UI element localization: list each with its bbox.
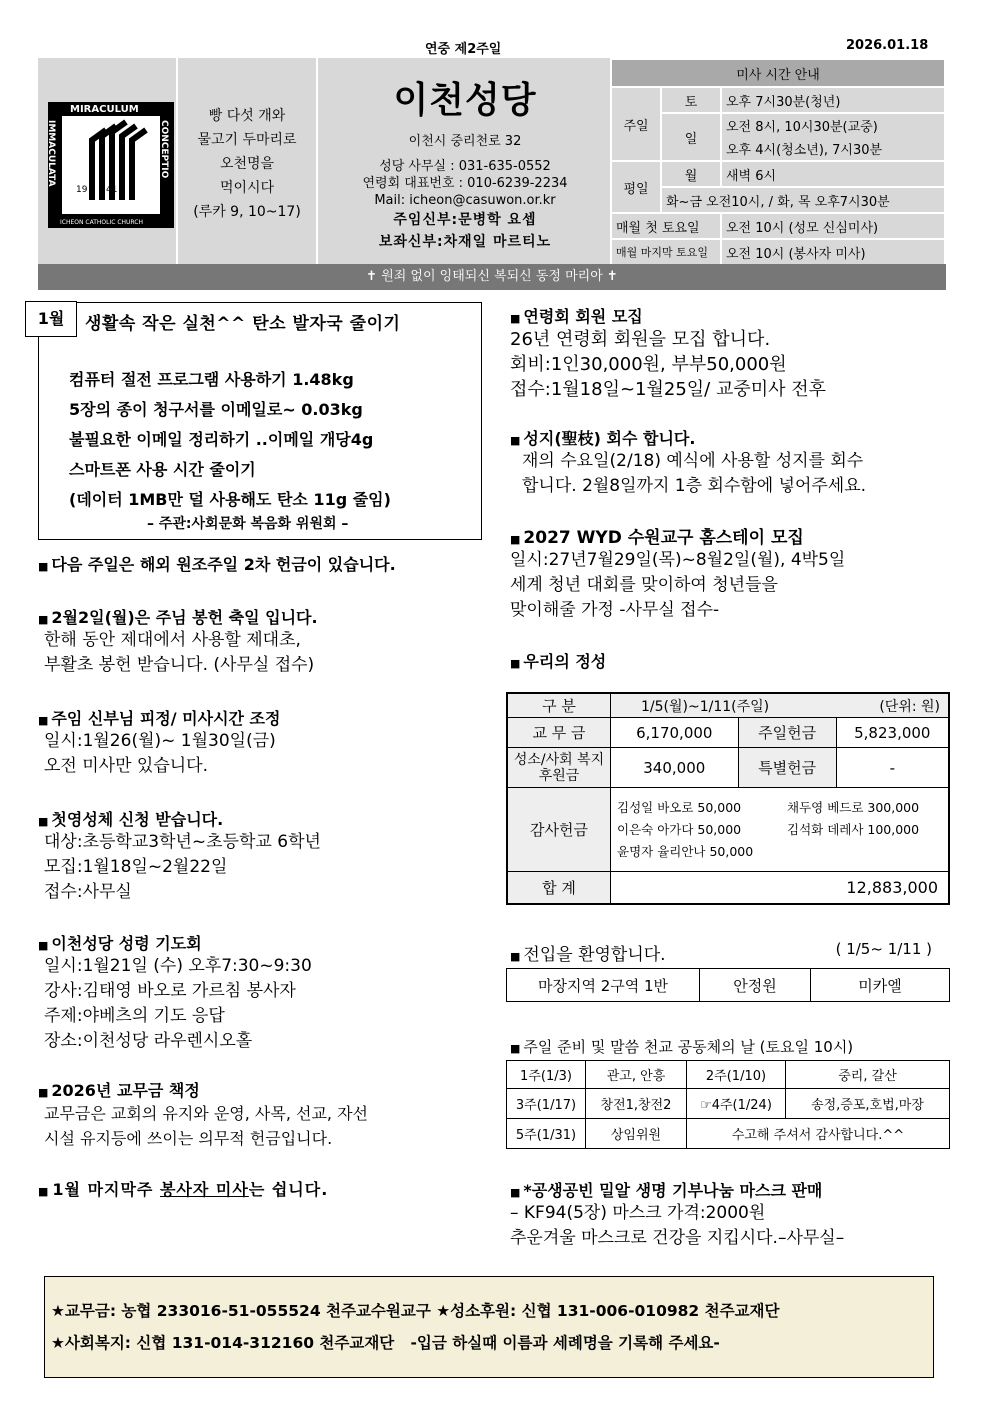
notice-body (510, 449, 950, 499)
welcome-heading: ■ 전입을 환영합니다. ( 1/5~ 1/11 ) (510, 940, 932, 965)
notice-body (510, 1201, 950, 1251)
sun-label: 일 (661, 113, 721, 161)
logo-right-text: CONCEPTIO (159, 120, 169, 179)
welcome-area: 마장지역 2구역 1반 (507, 969, 700, 1002)
notice-line: 접수:1월18일~1월25일/ 교중미사 전후 (510, 379, 827, 400)
notice-title: ■ 주임 신부님 피정/ 미사시간 조정 (38, 709, 281, 728)
offering-header-label: 구 분 (507, 693, 611, 718)
notice-volunteer-mass: ■ 1월 마지막주 봉사자 미사는 쉽니다. (38, 1180, 329, 1199)
notice-line: 일시:1월21일 (수) 오후7:30~9:30 (44, 956, 312, 976)
logo-left-text: IMMACULATA (46, 120, 56, 187)
mary-bar (38, 264, 946, 290)
verse-line: 오천명을 (219, 156, 275, 172)
notice-presentation-title: 2월2일(월)은 주님 봉헌 축일 입니다. (51, 608, 318, 627)
cross-icon: ✝ (606, 269, 618, 284)
sat-time: 오후 7시30분(청년) (721, 87, 945, 113)
welcome-baptism: 미카엘 (811, 969, 950, 1002)
church-address: 이천시 중리천로 32 (408, 134, 522, 149)
prep-group: 관고, 안흥 (586, 1061, 687, 1089)
sun-time-1: 오전 8시, 10시30분(교중) (721, 113, 945, 137)
offering-title: 우리의 정성 (523, 652, 607, 671)
notice-line: 회비:1인30,000원, 부부50,000원 (510, 354, 787, 375)
notice-title: ■ 연령회 회원 모집 (510, 307, 643, 326)
mask-section (510, 1178, 950, 1251)
offering-total-value: 12,883,000 (611, 872, 950, 904)
logo-year-left: 19 (76, 185, 88, 195)
offering-vocation-label: 성소/사회 복지후원금 (507, 748, 611, 788)
thanks-entry: 채두영 베드로 300,000 (787, 799, 920, 815)
bank-footer (44, 1276, 934, 1378)
carbon-line: 스마트폰 사용 시간 줄이기 (69, 460, 256, 479)
notice-line: 한해 동안 제대에서 사용할 제대초, (44, 630, 301, 650)
last-sat-label: 매월 마지막 토요일 (611, 239, 721, 265)
offering-sunday-label: 주일헌금 (738, 718, 836, 748)
gospel-verse (178, 58, 318, 290)
date-label: 2026.01.18 (846, 38, 929, 53)
notice-body (38, 830, 488, 905)
notice-body (510, 548, 950, 623)
church-logo-icon (46, 100, 176, 250)
logo-year-right: 41 (106, 185, 118, 195)
notice-line: 오전 미사만 있습니다. (44, 756, 209, 776)
sun-time-2: 오후 4시(청소년), 7시30분 (721, 137, 945, 161)
thanks-entry: 김성일 바오로 50,000 (617, 799, 742, 815)
logo-bottom-text: ICHEON CATHOLIC CHURCH (60, 219, 143, 226)
notice-dues-title: 2026년 교무금 책정 (51, 1081, 200, 1100)
notice-part: 1월 마지막주 (52, 1180, 160, 1199)
notice-communion-title: 첫영성체 신청 받습니다. (51, 810, 224, 829)
thanks-entry: 윤명자 율리안나 50,000 (617, 843, 754, 859)
notice-funeral-title: 연령회 회원 모집 (523, 307, 643, 326)
offering-sunday-value: 5,823,000 (836, 718, 949, 748)
mon-label: 월 (661, 161, 721, 187)
right-column (510, 304, 950, 672)
prep-thanks: 수고해 주셔서 감사합니다.^^ (687, 1119, 950, 1149)
notice-line: 시설 유지등에 쓰이는 의무적 헌금입니다. (44, 1129, 333, 1148)
welcome-table (506, 968, 950, 1002)
notice-line: 일시:27년7월29일(목)~8월2일(월), 4박5일 (510, 550, 846, 570)
notice-title: ■ 2026년 교무금 책정 (38, 1081, 200, 1100)
verse-line: 빵 다섯 개와 (208, 108, 286, 124)
prep-group: 상임위원 (586, 1119, 687, 1149)
notice-title: ■ 2월2일(월)은 주님 봉헌 축일 입니다. (38, 608, 318, 627)
prep-heading: ■ 주일 준비 및 말씀 천교 공동체의 날 (토요일 10시) (510, 1038, 854, 1056)
notice-line: 교무금은 교회의 유지와 운영, 사목, 선교, 자선 (44, 1104, 368, 1123)
week-label: 연중 제2주일 (425, 42, 502, 57)
notice-overseas-aid: 다음 주일은 해외 원조주일 2차 헌금이 있습니다. (51, 555, 396, 574)
sunday-label: 주일 (611, 87, 661, 161)
first-sat-time: 오전 10시 (성모 신심미사) (721, 213, 945, 239)
notice-line: 장소:이천성당 라우렌시오홀 (44, 1031, 253, 1051)
office-phone: 성당 사무실 : 031-635-0552 (379, 159, 551, 174)
carbon-list (69, 365, 391, 515)
offering-header-unit: (단위: 원) (836, 693, 949, 718)
offering-table (506, 692, 950, 905)
notice-title: ■ 이천성당 성령 기도회 (38, 934, 202, 953)
welcome-period: ( 1/5~ 1/11 ) (835, 940, 932, 958)
notice-part-underlined: 봉사자 미사 (159, 1180, 249, 1199)
pastor-name: 주임신부:문병학 요셉 (393, 212, 537, 228)
footer-line: ★교무금: 농협 233016-51-055524 천주교수원교구 ★성소후원: 신협 131-006-010982 천주교재단 (51, 1302, 780, 1320)
rep-phone: 연령회 대표번호 : 010-6239-2234 (362, 176, 568, 191)
prep-week: 5주(1/31) (507, 1119, 586, 1149)
notice-wyd-title: 2027 WYD 수원교구 홈스테이 모집 (523, 528, 804, 548)
notice-part: 는 쉽니다. (248, 1180, 329, 1199)
sat-label: 토 (661, 87, 721, 113)
prep-group: 창전1,창전2 (586, 1089, 687, 1119)
notice-line: 26년 연령회 회원을 모집 합니다. (510, 329, 771, 350)
thanks-entry: 김석화 데레사 100,000 (787, 821, 920, 837)
carbon-line: 컴퓨터 절전 프로그램 사용하기 1.48kg (69, 370, 354, 389)
prep-week: 1주(1/3) (507, 1061, 586, 1089)
prep-week: 2주(1/10) (687, 1061, 786, 1089)
church-mail: Mail: icheon@casuwon.or.kr (374, 193, 556, 208)
notice-line: 합니다. 2월8일까지 1층 회수함에 넣어주세요. (522, 476, 867, 496)
notice-line: 맞이해줄 가정 -사무실 접수- (510, 600, 720, 620)
notice-title: ■ 2027 WYD 수원교구 홈스테이 모집 (510, 528, 804, 548)
notice-line: 주제:야베츠의 기도 응답 (44, 1006, 225, 1026)
notice-line: 세계 청년 대회를 맞이하여 청년들을 (510, 575, 778, 595)
verse-line: 먹이시다 (219, 180, 275, 196)
welcome-title: 전입을 환영합니다. (523, 945, 666, 965)
carbon-line: (데이터 1MB만 덜 사용해도 탄소 11g 줄임) (69, 490, 391, 509)
verse-line: (루카 9, 10~17) (193, 204, 301, 220)
offering-thanks-list (611, 788, 950, 872)
thanks-entry: 이은숙 아가다 50,000 (617, 821, 742, 837)
carbon-org: – 주관:사회문화 복음화 위원회 – (147, 516, 349, 532)
carbon-line: 5장의 종이 청구서를 이메일로~ 0.03kg (69, 400, 363, 419)
mask-title: *공생공빈 밀알 생명 기부나눔 마스크 판매 (523, 1181, 823, 1200)
notice-line: 모집:1월18일~2월22일 (44, 857, 228, 877)
church-name: 이천성당 (393, 80, 537, 121)
carbon-box (38, 302, 482, 540)
last-sat-time: 오전 10시 (봉사자 미사) (721, 239, 945, 265)
notice-line: 대상:초등학교3학년~초등학교 6학년 (44, 832, 321, 852)
notice-line: 강사:김태영 바오로 가르침 봉사자 (44, 981, 296, 1001)
prep-table (506, 1060, 950, 1149)
mass-schedule-table (610, 58, 946, 266)
notice-retreat-title: 주임 신부님 피정/ 미사시간 조정 (51, 709, 281, 728)
mass-title: 미사 시간 안내 (611, 59, 945, 87)
notice-line: 추운겨울 마스크로 건강을 지킵시다.–사무실– (510, 1228, 845, 1248)
notice-body (38, 1101, 488, 1151)
logo-cell (38, 58, 178, 290)
offering-dues-value: 6,170,000 (611, 718, 739, 748)
offering-special-value: - (836, 748, 949, 788)
notice-line: 일시:1월26(월)~ 1월30일(금) (44, 731, 276, 751)
notice-title: ■ 다음 주일은 해외 원조주일 2차 헌금이 있습니다. (38, 555, 396, 574)
welcome-name: 안정원 (700, 969, 811, 1002)
tue-fri-time: 화~금 오전10시, / 화, 목 오후7시30분 (661, 187, 945, 213)
cross-icon: ✝ (366, 269, 382, 284)
offering-vocation-value: 340,000 (611, 748, 739, 788)
carbon-line: 불필요한 이메일 정리하기 ..이메일 개당4g (69, 430, 374, 449)
assistant-priest-name: 보좌신부:차재일 마르티노 (378, 234, 552, 250)
notice-body (38, 954, 488, 1054)
notice-title: ■ *공생공빈 밀알 생명 기부나눔 마스크 판매 (510, 1181, 823, 1200)
logo-top-text: MIRACULUM (70, 104, 139, 115)
offering-special-label: 특별헌금 (738, 748, 836, 788)
notice-title: ■ 우리의 정성 (510, 652, 607, 671)
notice-line: 접수:사무실 (44, 882, 132, 902)
offering-header-period: 1/5(월)~1/11(주일) (611, 693, 837, 718)
first-sat-label: 매월 첫 토요일 (611, 213, 721, 239)
mon-time: 새벽 6시 (721, 161, 945, 187)
notice-title: ■ 첫영성체 신청 받습니다. (38, 810, 224, 829)
prep-title: 주일 준비 및 말씀 천교 공동체의 날 (토요일 10시) (523, 1038, 854, 1056)
weekday-label: 평일 (611, 161, 661, 213)
left-column (38, 552, 488, 1200)
footer-line: ★사회복지: 신협 131-014-312160 천주교재단 -입금 하실때 이름과 세례명을 기록해 주세요- (51, 1334, 720, 1352)
prep-week: ☞4주(1/24) (687, 1089, 786, 1119)
notice-line: 부활초 봉헌 받습니다. (사무실 접수) (44, 655, 315, 675)
offering-dues-label: 교 무 금 (507, 718, 611, 748)
mary-text: 원죄 없이 잉태되신 복되신 동정 마리아 (381, 269, 603, 284)
notice-body (38, 628, 488, 678)
church-info (320, 58, 610, 290)
prep-week: 3주(1/17) (507, 1089, 586, 1119)
notice-prayer-title: 이천성당 성령 기도회 (51, 934, 202, 953)
notice-line: 재의 수요일(2/18) 예식에 사용할 성지를 회수 (522, 451, 864, 471)
verse-line: 물고기 두마리로 (197, 132, 297, 148)
carbon-title: 생활속 작은 실천^^ 탄소 발자국 줄이기 (85, 314, 401, 334)
notice-line: – KF94(5장) 마스크 가격:2000원 (510, 1203, 766, 1223)
prep-group: 송정,증포,호법,마장 (786, 1089, 950, 1119)
notice-body (510, 327, 950, 402)
notice-palm-title: 성지(聖枝) 회수 합니다. (523, 429, 696, 448)
notice-title: ■ 성지(聖枝) 회수 합니다. (510, 429, 696, 448)
offering-total-label: 합 계 (507, 872, 611, 904)
month-badge: 1월 (25, 301, 77, 337)
header (38, 58, 946, 290)
prep-group: 중리, 갈산 (786, 1061, 950, 1089)
notice-body (38, 729, 488, 779)
offering-thanks-label: 감사헌금 (507, 788, 611, 872)
